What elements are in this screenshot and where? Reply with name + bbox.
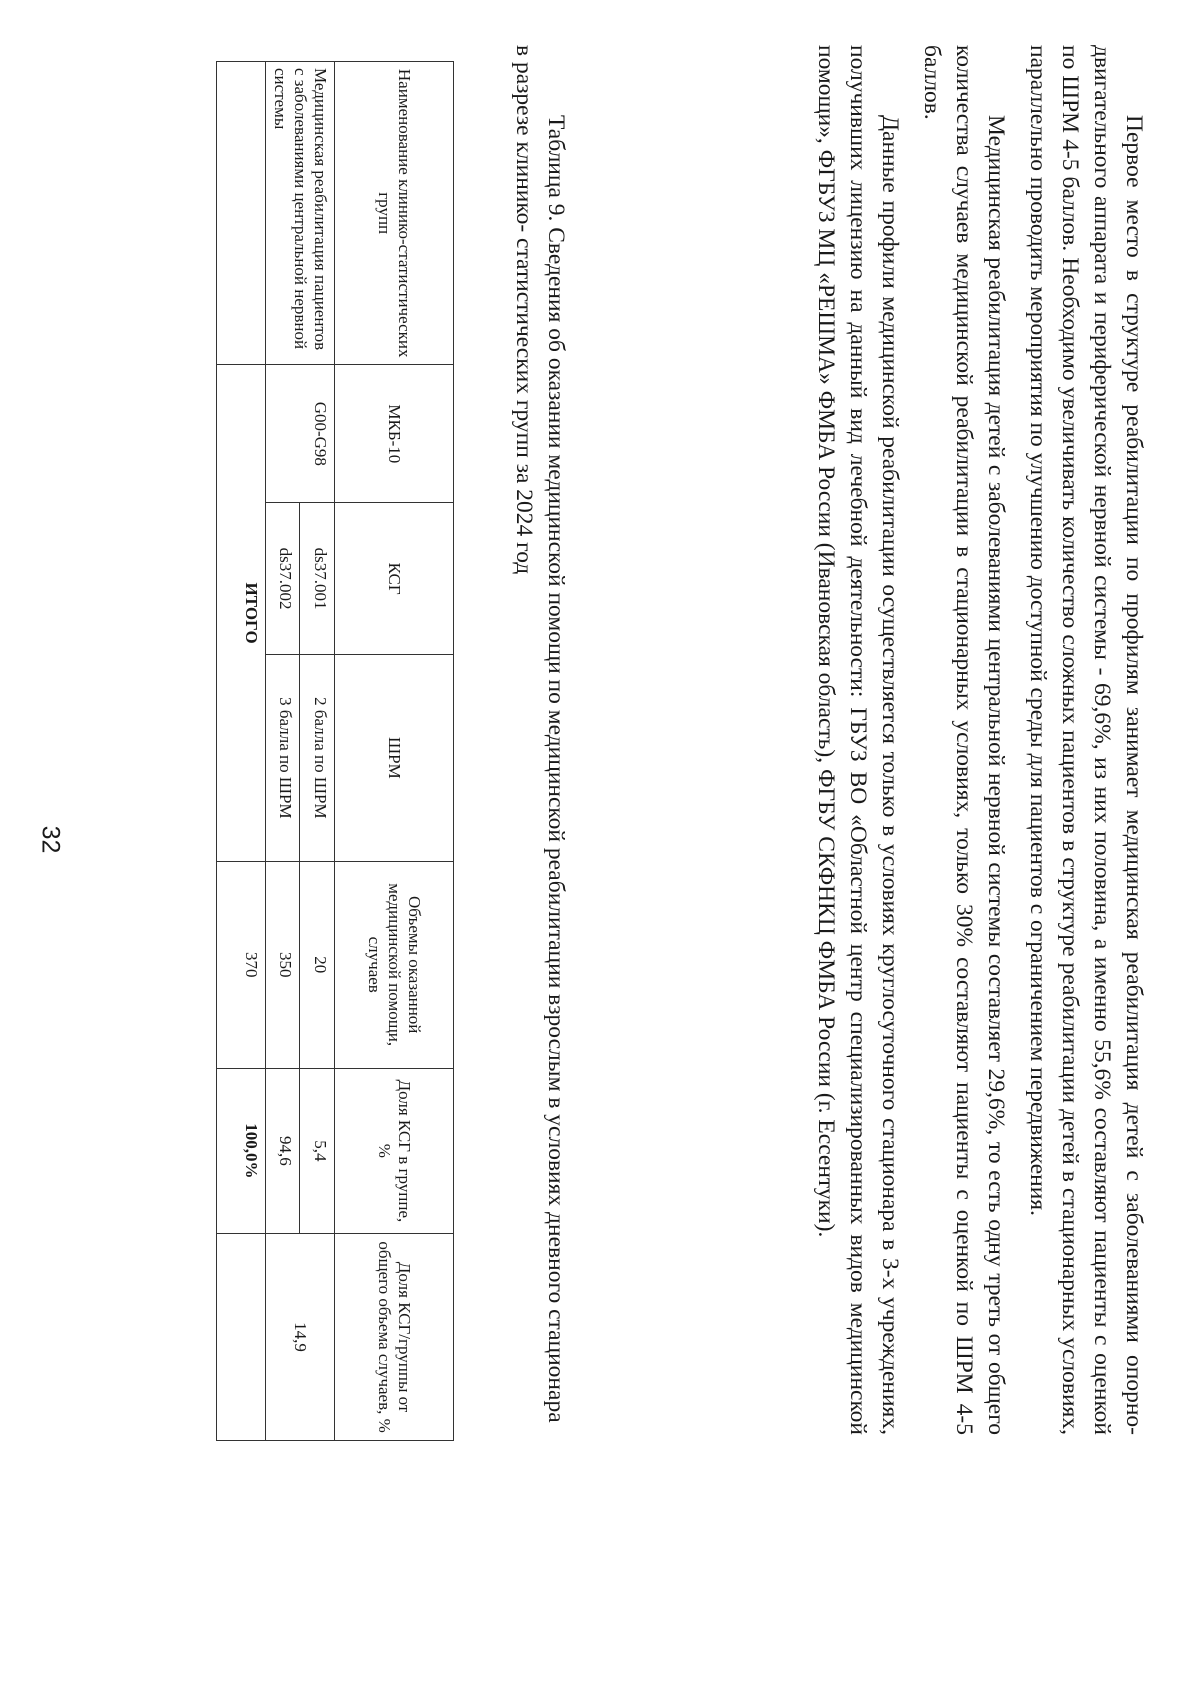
table-container (216, 61, 454, 1441)
table-header-row (335, 62, 454, 1441)
cell-share: 5,4 (300, 1068, 335, 1233)
body-text (810, 45, 1150, 1435)
header-group-name: Наименование клинико-статистических групп (335, 62, 454, 365)
paragraph-2: Медицинская реабилитация детей с заболеваниями центральной нервной системы составляет 29,6%, то есть одну треть от общего количества случаев медицинской реабилитации в стационарных условиях, только 30% составляют пациенты с оценкой по ШРМ 4-5 баллов. (919, 45, 1009, 1435)
table-total-row (217, 62, 266, 1441)
header-volume: Объемы оказанной медицинской помощи, случаев (335, 861, 454, 1068)
cell-ksg: ds37.002 (266, 503, 301, 655)
paragraph-1: Первое место в структуре реабилитации по профилям занимает медицинская реабилитация детей с заболеваниями опорно-двигательного аппарата и периферической нервной системы - 69,6%, из них половина, а именно 55,6% составляют пациенты с оценкой по ШРМ 4-5 баллов. Необходимо увеличивать количество сложных пациентов в структуре реабилитации детей в стационарных условиях, параллельно проводить мероприятия по улучшению доступной среды для пациентов с ограничением передвижения. (1025, 45, 1147, 1435)
cell-shrm: 2 балла по ШРМ (300, 654, 335, 861)
header-share-in-group: Доля КСГ в группе, % (335, 1068, 454, 1233)
cell-icd: G00-G98 (266, 365, 335, 503)
header-shrm: ШРМ (335, 654, 454, 861)
header-share-total: Доля КСГ/группы от общего объема случаев, % (335, 1234, 454, 1441)
ksg-table (216, 61, 454, 1441)
page-number: 32 (36, 825, 65, 854)
cell-group-share: 14,9 (266, 1234, 335, 1441)
table-caption-text: Таблица 9. Сведения об оказании медицинской помощи по медицинской реабилитации взрослым в условиях дневного стационара в разрезе клинико- статистических групп за 2024 год (511, 45, 569, 1423)
cell-total-share: 100,0% (217, 1068, 266, 1233)
cell-total-label: ИТОГО (217, 365, 266, 861)
cell-ksg: ds37.001 (300, 503, 335, 655)
cell-shrm: 3 балла по ШРМ (266, 654, 301, 861)
table-row (300, 62, 335, 1441)
cell-volume: 350 (266, 861, 301, 1068)
header-ksg: КСГ (335, 503, 454, 655)
cell-total-empty (217, 1234, 266, 1441)
paragraph-3: Данные профили медицинской реабилитации осуществляется только в условиях круглосуточного стационара в 3-х учреждениях, получивших лицензию на данный вид лечебной деятельности: ГБУЗ ВО «Областной центр специализированных видов медицинской помощи», ФГБУЗ МЦ «РЕШМА» ФМБА России (Ивановская область), ФГБУ СКФНКЦ ФМБА России (г. Ессентуки). (813, 45, 903, 1435)
table-caption (508, 45, 572, 1435)
cell-total-blank (217, 62, 266, 365)
cell-group-name: Медицинская реабилитация пациентов с заболеваниями центральной нервной системы (266, 62, 335, 365)
cell-share: 94,6 (266, 1068, 301, 1233)
rotated-page-content (130, 45, 1150, 1645)
header-icd: МКБ-10 (335, 365, 454, 503)
cell-volume: 20 (300, 861, 335, 1068)
cell-total-volume: 370 (217, 861, 266, 1068)
